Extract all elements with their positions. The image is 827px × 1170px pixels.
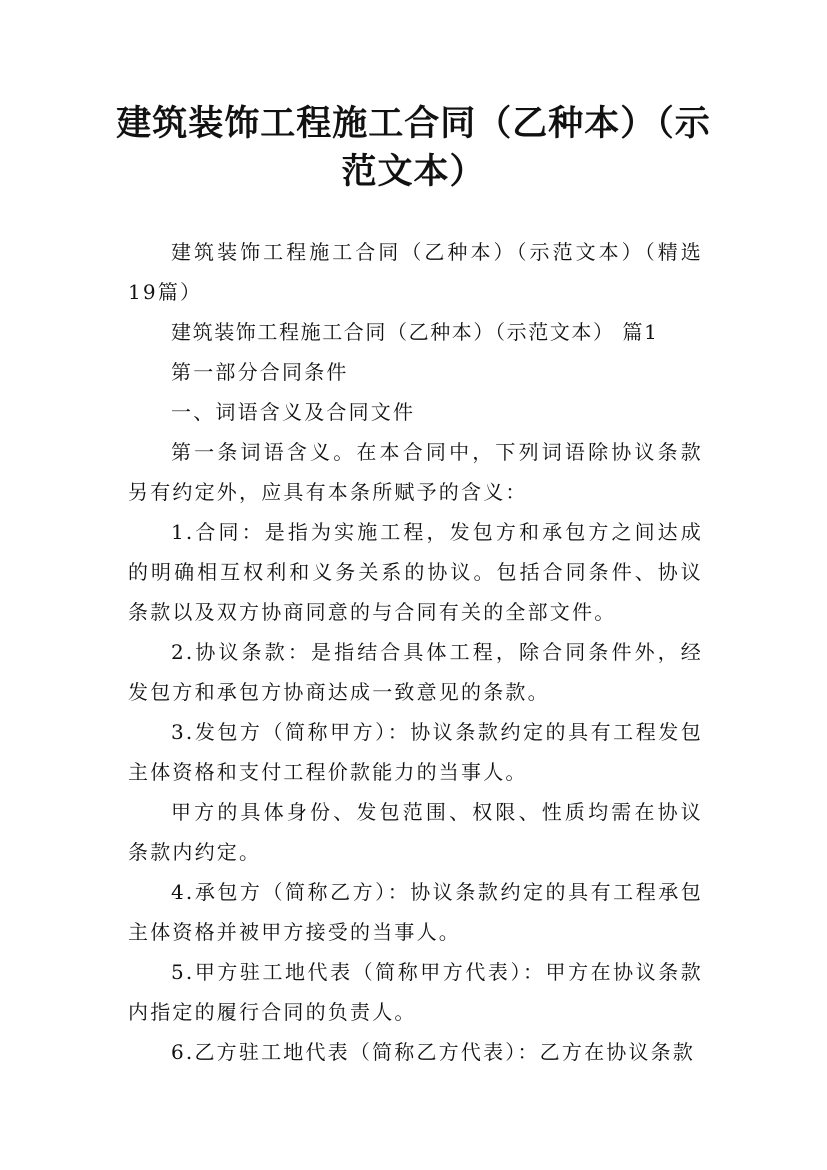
paragraph-item-3-note: 甲方的具体身份、发包范围、权限、性质均需在协议条款内约定。 xyxy=(128,800,703,864)
paragraph-item-3: 3.发包方（简称甲方）：协议条款约定的具有工程发包主体资格和支付工程价款能力的当事人。 xyxy=(128,720,703,784)
paragraph-clause-1: 第一条词语含义。在本合同中，下列词语除协议条款另有约定外，应具有本条所赋予的含义： xyxy=(128,440,703,504)
paragraph-item-6: 6.乙方驻工地代表（简称乙方代表）：乙方在协议条款 xyxy=(171,1040,696,1064)
paragraph-section-heading: 一、词语含义及合同文件 xyxy=(171,400,416,424)
paragraph-item-5: 5.甲方驻工地代表（简称甲方代表）：甲方在协议条款内指定的履行合同的负责人。 xyxy=(128,960,703,1024)
document-title: 建筑装饰工程施工合同（乙种本）（示范文本） xyxy=(116,103,711,192)
paragraph-item-2: 2.协议条款：是指结合具体工程，除合同条件外，经发包方和承包方协商达成一致意见的条款。 xyxy=(128,640,703,704)
paragraph-item-1: 1.合同：是指为实施工程，发包方和承包方之间达成的明确相互权利和义务关系的协议。包括合同条件、协议条款以及双方协商同意的与合同有关的全部文件。 xyxy=(128,520,703,624)
paragraph-article-heading: 建筑装饰工程施工合同（乙种本）（示范文本） 篇1 xyxy=(171,320,659,344)
paragraph-item-4: 4.承包方（简称乙方）：协议条款约定的具有工程承包主体资格并被甲方接受的当事人。 xyxy=(128,880,703,944)
document-body xyxy=(128,232,703,1072)
paragraph-part-heading: 第一部分合同条件 xyxy=(171,360,349,384)
paragraph-subtitle: 建筑装饰工程施工合同（乙种本）（示范文本）（精选19篇） xyxy=(128,240,703,304)
